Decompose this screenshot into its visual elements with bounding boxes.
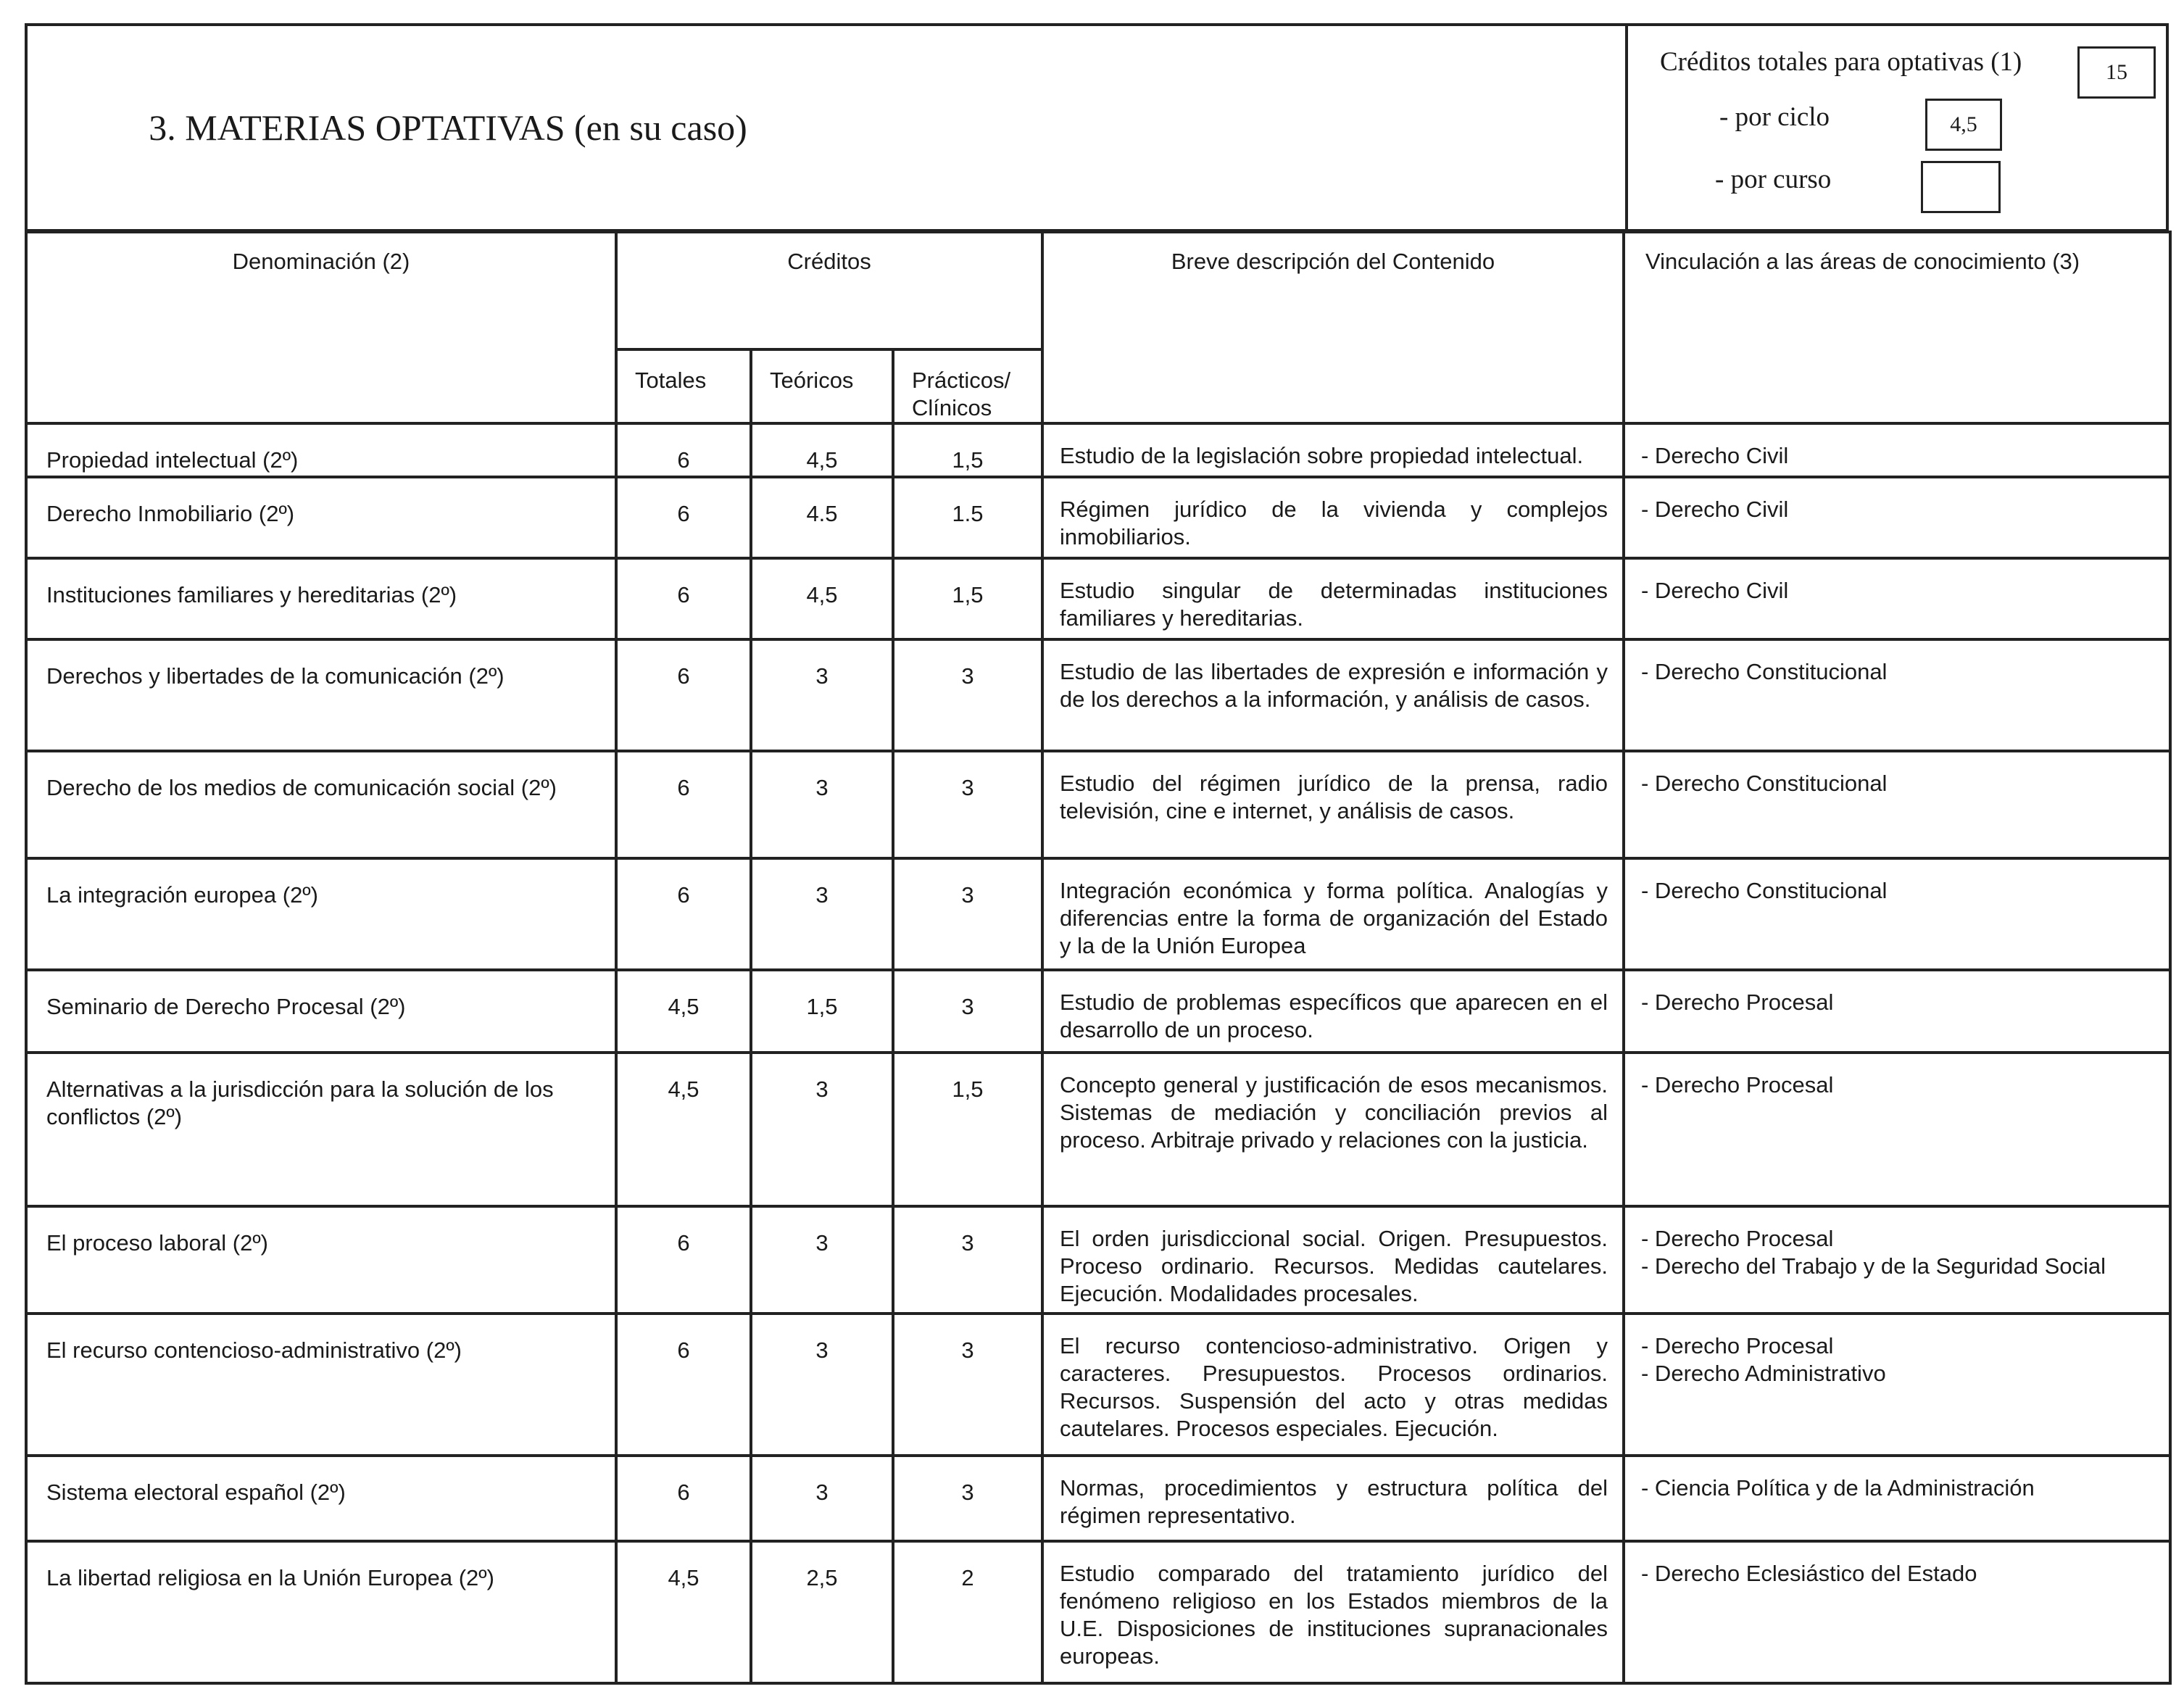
col-practicos: Prácticos/ Clínicos: [893, 349, 1042, 423]
table-row: [26, 639, 2170, 751]
table-row: [26, 751, 2170, 858]
subject-name: Seminario de Derecho Procesal (2º): [26, 970, 616, 1053]
credits-practice: 3: [893, 639, 1042, 751]
knowledge-area-item: - Derecho Constitucional: [1641, 659, 1888, 684]
credits-total: 6: [616, 751, 751, 858]
credits-total: 6: [616, 558, 751, 639]
credits-theory: 3: [751, 858, 893, 970]
subject-name: Instituciones familiares y hereditarias (2º): [26, 558, 616, 639]
credits-theory: 4,5: [751, 423, 893, 477]
knowledge-areas: [1624, 639, 2170, 751]
knowledge-area-item: - Derecho Eclesiástico del Estado: [1641, 1561, 1977, 1586]
credits-total: 4,5: [616, 1053, 751, 1206]
subject-name: Alternativas a la jurisdicción para la solución de los conflictos (2º): [26, 1053, 616, 1206]
credits-practice: 1,5: [893, 558, 1042, 639]
credits-practice: 3: [893, 1314, 1042, 1456]
content-description: Concepto general y justificación de esos mecanismos. Sistemas de mediación y conciliación previos al proceso. Arbitraje privado y relaciones con la justicia.: [1042, 1053, 1624, 1206]
table-row: [26, 477, 2170, 558]
subject-name: Derecho Inmobiliario (2º): [26, 477, 616, 558]
credits-total: 6: [616, 1314, 751, 1456]
knowledge-areas: [1624, 1206, 2170, 1314]
content-description: El recurso contencioso-administrativo. Origen y caracteres. Presupuestos. Procesos ordinarios. Recursos. Suspensión del acto y otras medidas cautelares. Procesos especiales. Ejecución.: [1042, 1314, 1624, 1456]
knowledge-area-item: - Derecho Constitucional: [1641, 771, 1888, 796]
table-row: [26, 423, 2170, 477]
credits-total: 6: [616, 858, 751, 970]
knowledge-area-item: - Derecho Administrativo: [1641, 1361, 1886, 1386]
subject-name: Sistema electoral español (2º): [26, 1456, 616, 1541]
credits-theory: 2,5: [751, 1541, 893, 1683]
knowledge-areas: [1624, 1053, 2170, 1206]
credits-practice: 1,5: [893, 423, 1042, 477]
per-cycle-label: - por ciclo: [1719, 102, 1830, 132]
optional-subjects-table: [25, 231, 2172, 1685]
total-credits-box: [2077, 46, 2156, 99]
column-header-row: [26, 232, 2170, 349]
credits-theory: 1,5: [751, 970, 893, 1053]
credits-theory: 4.5: [751, 477, 893, 558]
subject-name: Propiedad intelectual (2º): [26, 423, 616, 477]
credits-practice: 3: [893, 1206, 1042, 1314]
knowledge-area-item: - Derecho del Trabajo y de la Seguridad Social: [1641, 1253, 2106, 1279]
credits-total: 4,5: [616, 1541, 751, 1683]
knowledge-areas: [1624, 1541, 2170, 1683]
header-title-wrap: [25, 23, 1625, 232]
credits-theory: 4,5: [751, 558, 893, 639]
knowledge-areas: [1624, 477, 2170, 558]
credits-theory: 3: [751, 1053, 893, 1206]
per-cycle-value: 4,5: [1950, 112, 1977, 136]
col-descripcion: Breve descripción del Contenido: [1042, 232, 1624, 423]
total-credits-label: Créditos totales para optativas (1): [1660, 47, 2022, 77]
knowledge-areas: [1624, 1314, 2170, 1456]
credits-practice: 3: [893, 970, 1042, 1053]
credits-practice: 3: [893, 751, 1042, 858]
credits-theory: 3: [751, 1206, 893, 1314]
section-title: 3. MATERIAS OPTATIVAS (en su caso): [149, 107, 747, 148]
knowledge-area-item: - Derecho Civil: [1641, 578, 1789, 603]
table-row: [26, 1206, 2170, 1314]
subject-name: El recurso contencioso-administrativo (2º): [26, 1314, 616, 1456]
subject-name: Derecho de los medios de comunicación social (2º): [26, 751, 616, 858]
credits-practice: 1.5: [893, 477, 1042, 558]
credits-practice: 2: [893, 1541, 1042, 1683]
table-row: [26, 858, 2170, 970]
col-teoricos: Teóricos: [751, 349, 893, 423]
credits-total: 6: [616, 639, 751, 751]
credits-theory: 3: [751, 751, 893, 858]
knowledge-areas: [1624, 423, 2170, 477]
credits-practice: 3: [893, 1456, 1042, 1541]
total-credits-value: 15: [2106, 60, 2127, 84]
content-description: Estudio de la legislación sobre propiedad intelectual.: [1042, 423, 1624, 477]
per-cycle-box: [1925, 99, 2002, 151]
knowledge-area-item: - Derecho Procesal: [1641, 1333, 1834, 1358]
credits-total: 6: [616, 423, 751, 477]
content-description: Estudio de las libertades de expresión e información y de los derechos a la información, y análisis de casos.: [1042, 639, 1624, 751]
knowledge-areas: [1624, 558, 2170, 639]
knowledge-area-item: - Ciencia Política y de la Administración: [1641, 1475, 2035, 1501]
col-creditos: Créditos: [616, 232, 1042, 349]
knowledge-areas: [1624, 858, 2170, 970]
knowledge-areas: [1624, 751, 2170, 858]
content-description: Régimen jurídico de la vivienda y complejos inmobiliarios.: [1042, 477, 1624, 558]
credits-total: 4,5: [616, 970, 751, 1053]
subject-name: El proceso laboral (2º): [26, 1206, 616, 1314]
per-course-box: [1921, 161, 2001, 213]
knowledge-area-item: - Derecho Procesal: [1641, 1226, 1834, 1251]
content-description: El orden jurisdiccional social. Origen. Presupuestos. Proceso ordinario. Recursos. Medidas cautelares. Ejecución. Modalidades procesales.: [1042, 1206, 1624, 1314]
credits-theory: 3: [751, 1456, 893, 1541]
table-row: [26, 1314, 2170, 1456]
table-row: [26, 1456, 2170, 1541]
content-description: Estudio de problemas específicos que aparecen en el desarrollo de un proceso.: [1042, 970, 1624, 1053]
knowledge-area-item: - Derecho Civil: [1641, 497, 1789, 522]
table-row: [26, 1053, 2170, 1206]
subject-name: La libertad religiosa en la Unión Europea (2º): [26, 1541, 616, 1683]
col-totales: Totales: [616, 349, 751, 423]
credits-total: 6: [616, 1456, 751, 1541]
col-denominacion: Denominación (2): [26, 232, 616, 423]
knowledge-area-item: - Derecho Procesal: [1641, 989, 1834, 1015]
content-description: Estudio comparado del tratamiento jurídico del fenómeno religioso en los Estados miembros de la U.E. Disposiciones de instituciones supranacionales europeas.: [1042, 1541, 1624, 1683]
subject-name: Derechos y libertades de la comunicación (2º): [26, 639, 616, 751]
credits-practice: 3: [893, 858, 1042, 970]
knowledge-area-item: - Derecho Procesal: [1641, 1072, 1834, 1098]
subject-name: La integración europea (2º): [26, 858, 616, 970]
table-row: [26, 970, 2170, 1053]
credits-total: 6: [616, 1206, 751, 1314]
content-description: Estudio singular de determinadas instituciones familiares y hereditarias.: [1042, 558, 1624, 639]
knowledge-areas: [1624, 1456, 2170, 1541]
table-row: [26, 1541, 2170, 1683]
table-row: [26, 558, 2170, 639]
col-vinculacion: Vinculación a las áreas de conocimiento (3): [1624, 232, 2170, 423]
content-description: Normas, procedimientos y estructura política del régimen representativo.: [1042, 1456, 1624, 1541]
credits-total: 6: [616, 477, 751, 558]
content-description: Integración económica y forma política. Analogías y diferencias entre la forma de organización del Estado y la de la Unión Europea: [1042, 858, 1624, 970]
credits-theory: 3: [751, 639, 893, 751]
credits-theory: 3: [751, 1314, 893, 1456]
per-course-label: - por curso: [1715, 165, 1832, 194]
knowledge-areas: [1624, 970, 2170, 1053]
knowledge-area-item: - Derecho Civil: [1641, 443, 1789, 468]
content-description: Estudio del régimen jurídico de la prensa, radio televisión, cine e internet, y análisis de casos.: [1042, 751, 1624, 858]
knowledge-area-item: - Derecho Constitucional: [1641, 878, 1888, 903]
credits-practice: 1,5: [893, 1053, 1042, 1206]
